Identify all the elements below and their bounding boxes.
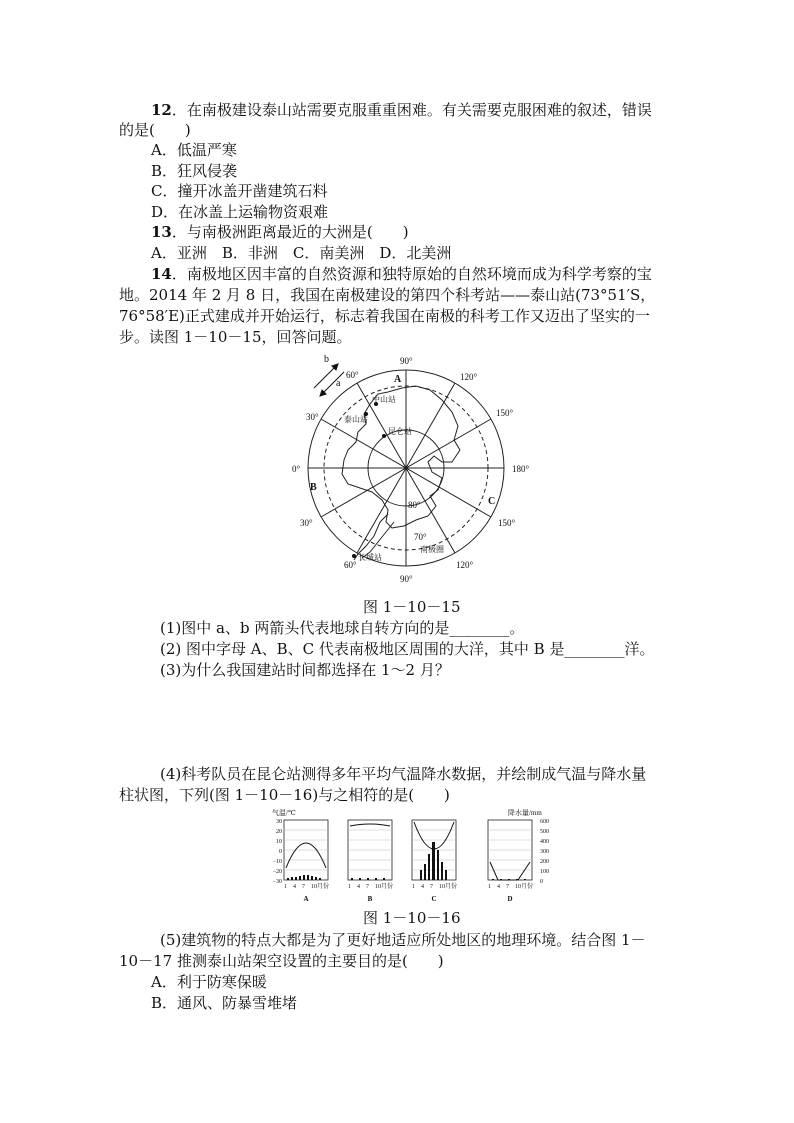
q13-options: A．亚洲 B．非洲 C．南美洲 D．北美洲 [151, 244, 452, 262]
q13-line-1 [151, 222, 409, 242]
temp-axis-label: 气温/℃ [272, 809, 296, 817]
q14-sub-4-line-1: (4)科考队员在昆仑站测得多年平均气温降水数据，并绘制成气温与降水量 [160, 765, 647, 783]
precip-tick: 600 [540, 819, 549, 825]
precip-tick: 400 [540, 839, 549, 845]
climate-chart-c [412, 820, 456, 880]
ocean-label-b: B [310, 482, 317, 493]
q12-line-1 [151, 100, 652, 120]
ocean-label-a: A [394, 374, 402, 385]
chart-label-b: B [367, 895, 373, 903]
month-ticks-a: 1 4 7 10月份 [284, 884, 330, 890]
q14-sub-5-option-b: B．通风、防暴雪堆堵 [151, 994, 298, 1012]
deg-30-bottom-left: 30° [300, 518, 313, 528]
q14-sub-2: (2) 图中字母 A、B、C 代表南极地区周围的大洋，其中 B 是________洋。 [160, 640, 655, 658]
lat-80-label: 80° [408, 500, 421, 510]
precip-axis-label: 降水量/mm [508, 809, 542, 817]
temp-tick: 0 [279, 849, 282, 855]
arrow-b-line [314, 366, 336, 388]
q14-sub-1: (1)图中 a、b 两箭头代表地球自转方向的是________。 [160, 619, 525, 637]
kunlun-station-dot [382, 434, 386, 438]
ocean-label-c: C [488, 496, 496, 507]
q14-line-3: 76°58′E)正式建成并开始运行，标志着我国在南极的科考工作又迈出了坚实的一 [119, 307, 650, 325]
figure-16-caption: 图 1－10－16 [363, 909, 461, 927]
q12-option-c: C．撞开冰盖开凿建筑石料 [151, 182, 328, 200]
lat-70-label: 70° [414, 532, 427, 542]
q14-number: 14 [151, 265, 172, 283]
chart-label-a: A [303, 895, 309, 903]
q12-option-b: B．狂风侵袭 [151, 162, 238, 180]
temp-tick: −30 [272, 879, 282, 885]
q14-sub-4-line-2: 柱状图，下列(图 1－10－16)与之相符的是( ) [119, 786, 450, 804]
q12-stem: ．在南极建设泰山站需要克服重重困难。有关需要克服困难的叙述，错误 [171, 101, 652, 119]
q14-sub-5-line-2: 10－17 推测泰山站架空设置的主要目的是( ) [119, 952, 444, 970]
deg-60-bottom-left: 60° [344, 560, 357, 570]
deg-90-bottom: 90° [400, 574, 413, 584]
zhongshan-label: 中山站 [372, 395, 396, 404]
climate-chart-b [348, 820, 392, 880]
month-ticks-c: 1 4 7 10月份 [412, 884, 458, 890]
q12-option-d: D．在冰盖上运输物资艰难 [151, 203, 329, 221]
taishan-label: 泰山站 [344, 415, 368, 424]
antarctica-polar-map [292, 350, 530, 586]
climate-chart-d [488, 820, 532, 880]
q14-stem: ．南极地区因丰富的自然资源和独特原始的自然环境而成为科学考察的宝 [171, 265, 652, 283]
q12-number: 12 [151, 101, 172, 119]
deg-90-top: 90° [400, 356, 413, 366]
precip-tick: 500 [540, 829, 549, 835]
deg-120-bottom-right: 120° [456, 560, 474, 570]
deg-150-right: 150° [496, 408, 514, 418]
deg-150-bottom-right: 150° [498, 518, 516, 528]
figure-15-caption: 图 1－10－15 [363, 598, 461, 616]
temp-tick: −20 [272, 869, 282, 875]
kunlun-label: 昆仑站 [388, 427, 412, 436]
precip-tick: 200 [540, 859, 549, 865]
deg-180: 180° [512, 464, 530, 474]
q13-stem: ．与南极洲距离最近的大洲是( ) [171, 223, 409, 241]
q14-sub-5-option-a: A．利于防寒保暖 [151, 973, 267, 991]
arrow-a-label: a [336, 378, 341, 389]
q14-sub-3: (3)为什么我国建站时间都选择在 1～2 月？ [160, 661, 450, 679]
temp-tick: 10 [276, 839, 282, 845]
q14-sub-5-line-1: (5)建筑物的特点大都是为了更好地适应所处地区的地理环境。结合图 1－ [160, 931, 646, 949]
antarctic-circle-label: 南极圈 [420, 545, 444, 554]
deg-120-top-right: 120° [460, 372, 478, 382]
climate-charts-figure [262, 806, 562, 906]
q14-line-4: 步。读图 1－10－15，回答问题。 [119, 328, 352, 346]
deg-60-top-left: 60° [346, 370, 359, 380]
climate-chart-a [284, 820, 328, 880]
month-ticks-b: 1 4 7 10月份 [348, 884, 394, 890]
precip-tick: 300 [540, 849, 549, 855]
q14-line-2: 地。2014 年 2 月 8 日，我国在南极建设的第四个科考站——泰山站(73°51′S， [119, 286, 656, 304]
precip-tick: 100 [540, 869, 549, 875]
arrow-a-line [322, 372, 344, 394]
changcheng-station-dot [352, 554, 356, 558]
temp-tick: 30 [276, 819, 282, 825]
chart-label-c: C [431, 895, 437, 903]
q13-number: 13 [151, 223, 172, 241]
temp-tick: 20 [276, 829, 282, 835]
arrow-b-label: b [324, 354, 329, 365]
chart-label-d: D [507, 895, 513, 903]
q12-option-a: A．低温严寒 [151, 141, 237, 159]
deg-30-top-left: 30° [306, 412, 319, 422]
deg-0: 0° [292, 464, 301, 474]
precip-tick: 0 [540, 879, 543, 885]
changcheng-label: 长城站 [358, 553, 382, 562]
temp-tick: −10 [272, 859, 282, 865]
month-ticks-d: 1 4 7 10月份 [488, 884, 534, 890]
q14-line-1 [151, 264, 652, 284]
q12-line-2: 的是( ) [119, 121, 191, 139]
